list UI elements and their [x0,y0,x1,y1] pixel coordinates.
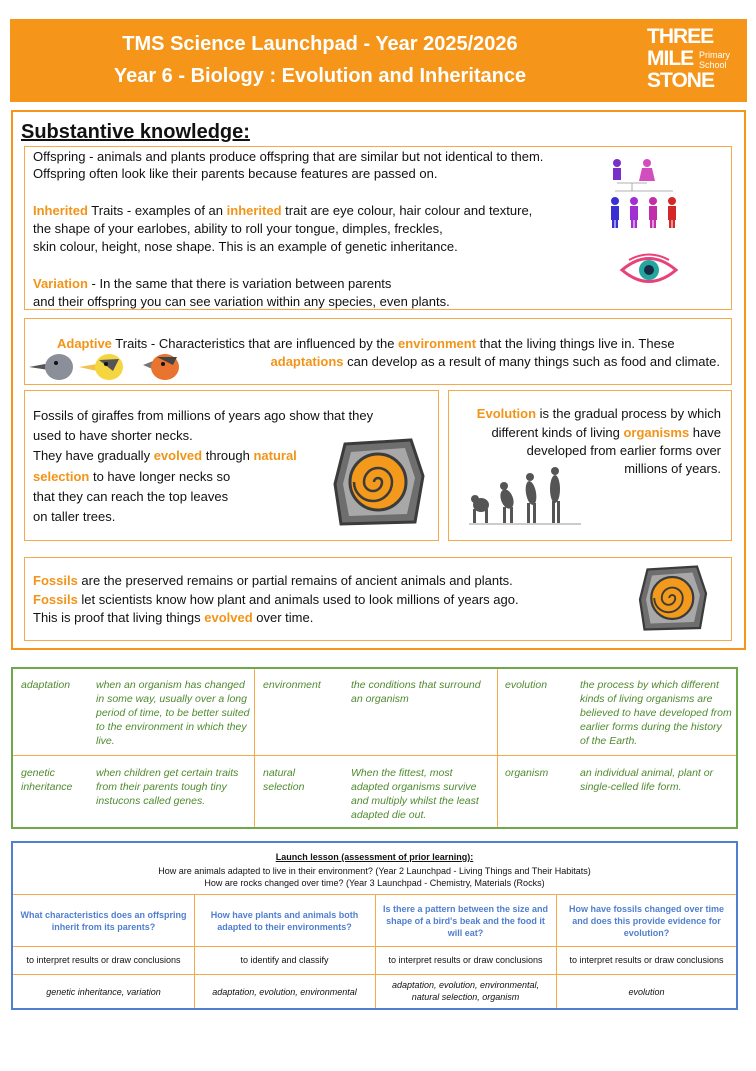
vocab-term: organism [505,767,549,779]
lesson-vocabulary: adaptation, evolution, environmental [212,987,357,997]
launch-lesson-table [11,841,738,1010]
adaptive-traits-box [24,318,732,385]
evolution-definition-box: Evolution is the gradual process by which different kinds of living organisms have developed from earlier forms over millions of years. [448,390,732,541]
inheritance-box: Offspring - animals and plants produce offspring that are similar but not identical to them. Offspring often look like their parents because features are passed on. Inherited Traits - examples of an inherited trait are eye colour, hair colour and texture, the shape of your earlobes, ability to roll your tongue, dimples, freckles, skin colour, height, nose shape. This is an example of genetic inheritance. Variation - In the same that there is variation between parents and their offspring you can see variation within any species, even plants. [24,146,732,310]
enquiry-question: How have fossils changed over time and does this provide evidence for evolution? [568,904,725,938]
vocab-term: environment [263,679,321,691]
section-heading: Substantive knowledge: [21,121,250,143]
vocab-definition: the process by which different kinds of living organisms are believed to have developed from earlier forms during the history of the Earth. [580,679,732,747]
vocabulary-table [11,667,738,829]
adaptive-traits-text: Adaptive Traits - Characteristics that are influenced by the environment that the living things live in. These [57,336,675,351]
inherited-traits-text: Inherited Traits - examples of an inherited trait are eye colour, hair colour and texture, [33,203,533,218]
fossils-box: Fossils are the preserved remains or partial remains of ancient animals and plants. Fossils let scientists know how plant and animals used to look millions of years ago. This is proof that living things evolved over time. [24,557,732,641]
vocab-definition: the conditions that surround an organism [351,679,481,705]
giraffe-fossils-box: Fossils of giraffes from millions of years ago show that they used to have shorter necks. They have gradually evolved through natural selection to have longer necks so that they can reach the top leaves on taller trees. [24,390,439,541]
vocab-definition: when children get certain traits from their parents tough tiny instucons called genes. [96,767,239,807]
page-header [10,19,747,102]
bird-beaks-icon [27,347,189,383]
launch-title: Launch lesson (assessment of prior learning): [275,852,474,862]
vocab-definition: when an organism has changed in some way, usually over a long period of time, to be better suited to the environment in which they live. [96,679,250,747]
page-title: TMS Science Launchpad - Year 2025/2026 [122,33,518,55]
offspring-text: Offspring - animals and plants produce offspring that are similar but not identical to them. [33,149,544,164]
enquiry-question: What characteristics does an offspring inherit from its parents? [20,910,187,932]
page-subtitle: Year 6 - Biology : Evolution and Inheritance [113,65,527,87]
working-scientifically-skill: to interpret results or draw conclusions [569,955,724,965]
lesson-vocabulary: adaptation, evolution, environmental, natural selection, organism [391,980,540,1002]
offspring-text-2: Offspring often look like their parents because features are passed on. [33,166,438,181]
ammonite-fossil-icon [331,436,427,528]
adaptations-text: adaptations can develop as a result of many things such as food and climate. [270,354,720,369]
vocab-definition: an individual animal, plant or single-celled life form. [580,767,714,793]
lesson-vocabulary: evolution [628,987,665,997]
working-scientifically-skill: to interpret results or draw conclusions [388,955,543,965]
vocab-term: genetic inheritance [21,767,73,793]
eye-icon [619,253,679,287]
working-scientifically-skill: to interpret results or draw conclusions [26,955,181,965]
enquiry-question: Is there a pattern between the size and shape of a bird's beak and the food it will eat? [382,904,549,938]
family-tree-icon [607,151,683,233]
enquiry-question: How have plants and animals both adapted to their environments? [210,910,359,932]
human-evolution-icon [469,461,583,527]
vocab-term: adaptation [21,679,71,691]
launch-question-2: How are rocks changed over time? (Year 3 Launchpad - Chemistry, Materials (Rocks) [204,878,545,888]
vocab-term: natural selection [263,767,305,793]
school-logo: THREE MILE STONE Primary School [647,25,730,92]
vocab-term: evolution [505,679,548,691]
working-scientifically-skill: to identify and classify [240,955,329,965]
lesson-vocabulary: genetic inheritance, variation [46,987,161,997]
ammonite-fossil-icon-small [637,562,709,634]
vocab-definition: When the fittest, most adapted organisms survive and multiply whilst the least adapted die out. [351,767,479,821]
launch-question-1: How are animals adapted to live in their environment? (Year 2 Launchpad - Living Things and Their Habitats) [158,866,591,876]
variation-text: Variation - In the same that there is variation between parents [33,276,392,291]
